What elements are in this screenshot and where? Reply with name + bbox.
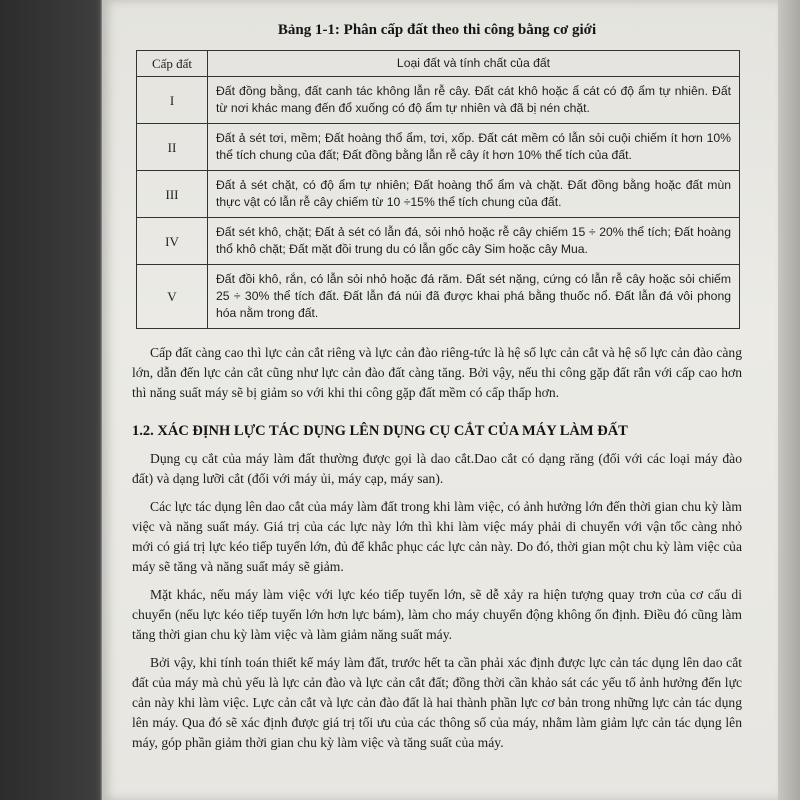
- table-header-row: [137, 51, 740, 77]
- description-cell: Đất sét khô, chặt; Đất ả sét có lẫn đá, sỏi nhỏ hoặc rễ cây chiếm 15 ÷ 20% thể tích; Đất hoàng thổ khô chặt; Đất mặt đồi trung du có lẫn gốc cây Sim hoặc cây Mua.: [208, 218, 740, 265]
- page-content: [132, 20, 742, 753]
- grade-cell: IV: [137, 218, 208, 265]
- description-cell: Đất ả sét tơi, mềm; Đất hoàng thổ ẩm, tơi, xốp. Đất cát mềm có lẫn sỏi cuội chiếm ít hơn 10% thể tích chung của đất; Đất đồng bằng lẫn rễ cây ít hơn 10% thể tích của đất.: [208, 124, 740, 171]
- header-grade: Cấp đất: [137, 51, 208, 77]
- header-description: Loại đất và tính chất của đất: [208, 51, 740, 77]
- table-row: [137, 265, 740, 329]
- description-cell: Đất đồng bằng, đất canh tác không lẫn rễ cây. Đất cát khô hoặc ẩ cát có độ ẩm tự nhiên. Đất từ nơi khác mang đến đổ xuống có độ ẩm tự nhiên và đã bị nén chặt.: [208, 77, 740, 124]
- grade-cell: III: [137, 171, 208, 218]
- table-row: [137, 171, 740, 218]
- paragraph: Dụng cụ cắt của máy làm đất thường được gọi là dao cắt.Dao cắt có dạng răng (đối với các loại máy đào đất) và dạng lưỡi cắt (đối với máy ủi, máy cạp, máy san).: [132, 451, 742, 486]
- description-cell: Đất đồi khô, rắn, có lẫn sỏi nhỏ hoặc đá răm. Đất sét nặng, cứng có lẫn rễ cây hoặc sỏi chiếm 25 ÷ 30% thể tích đất. Đất lẫn đá núi đã được khai phá bằng thuốc nổ. Đất lẫn đá vôi phong hóa nằm trong đất.: [208, 265, 740, 329]
- table-row: [137, 218, 740, 265]
- paragraph: Mặt khác, nếu máy làm việc với lực kéo tiếp tuyến lớn, sẽ dễ xảy ra hiện tượng quay trơn của cơ cấu di chuyển (nếu lực kéo tiếp tuyến lớn hơn lực bám), làm cho máy chuyển động không ổn định. Điều đó cũng làm tăng thời gian chu kỳ làm việc và làm giảm năng suất máy.: [132, 587, 742, 642]
- section-heading: 1.2. XÁC ĐỊNH LỰC TÁC DỤNG LÊN DỤNG CỤ CẮT CỦA MÁY LÀM ĐẤT: [132, 423, 628, 439]
- grade-cell: V: [137, 265, 208, 329]
- book-page: [102, 0, 778, 800]
- soil-grade-table: [136, 50, 740, 329]
- paragraph: Các lực tác dụng lên dao cắt của máy làm đất trong khi làm việc, có ảnh hưởng lớn đến thời gian chu kỳ làm việc và năng suất máy. Giá trị của các lực này lớn thì khi làm việc máy phải di chuyển với vận tốc càng nhỏ mới có giá trị lực kéo tiếp tuyến lớn, đủ để khắc phục các lực cản này. Do đó, thời gian một chu kỳ làm việc của máy sẽ tăng và năng suất máy sẽ giảm.: [132, 499, 742, 574]
- table-row: [137, 124, 740, 171]
- description-cell: Đất ả sét chặt, có độ ẩm tự nhiên; Đất hoàng thổ ẩm và chặt. Đất đồng bằng hoặc đất mùn thực vật có lẫn rễ cây chiếm từ 10 ÷15% thể tích chung của đất.: [208, 171, 740, 218]
- page-edge: [778, 0, 800, 800]
- grade-cell: I: [137, 77, 208, 124]
- table-title: Bảng 1-1: Phân cấp đất theo thi công bằng cơ giới: [277, 22, 597, 38]
- paragraph: Bởi vậy, khi tính toán thiết kế máy làm đất, trước hết ta cần phải xác định được lực cản tác dụng lên dao cắt đất của máy mà chủ yếu là lực cản đào và lực cản cắt đất; đồng thời cần khảo sát các yếu tố ảnh hưởng đến lực cản này khi làm việc. Lực cản cắt và lực cản đào đất là hai thành phần lực cơ bản trong những lực cản tác dụng lên máy. Qua đó sẽ xác định được giá trị tối ưu của các thông số của máy, nhằm làm giảm lực cản tác dụng lên máy, góp phần giảm thời gian chu kỳ làm việc và tăng suất của máy.: [132, 655, 742, 750]
- table-row: [137, 77, 740, 124]
- grade-cell: II: [137, 124, 208, 171]
- paragraph-soil-grade: Cấp đất càng cao thì lực cản cắt riêng và lực cản đào riêng-tức là hệ số lực cản cắt và hệ số lực cản đào càng lớn, dẫn đến lực cản cắt cũng như lực cản đào đất càng tăng. Bởi vậy, nếu thi công gặp đất rắn với cấp cao hơn thì năng suất máy sẽ bị giảm so với khi thi công gặp đất mềm có cấp thấp hơn.: [132, 345, 742, 400]
